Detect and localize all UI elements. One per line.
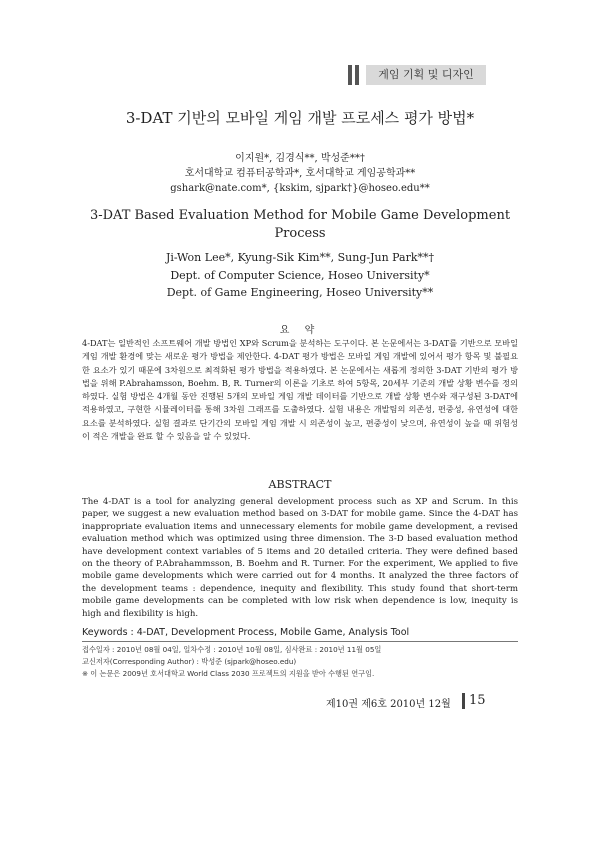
header-decoration bbox=[348, 65, 362, 85]
authors-korean: 이지원*, 김경식**, 박성준**† bbox=[235, 153, 365, 164]
author-emails: gshark@nate.com*, {kskim, sjpark†}@hoseo.edu** bbox=[170, 183, 430, 194]
footnote-funding: ※ 이 논문은 2009년 호서대학교 World Class 2030 프로젝트의 지원을 받아 수행된 연구임. bbox=[82, 669, 375, 678]
title-korean: 3-DAT 기반의 모바일 게임 개발 프로세스 평가 방법* bbox=[125, 109, 475, 127]
abstract-english-heading: ABSTRACT bbox=[268, 478, 332, 491]
abstract-english-body: The 4-DAT is a tool for analyzing general development process such as XP and Scrum. In this paper, we suggest a new evaluation method based on 3-DAT for mobile game. Since the 4-DAT has inappropriate evaluation items and unnecessary elements for mobile game development, a revised evaluation method which was optimized using three dimension. The 3-D based evaluation method have development context variables of 5 items and 20 detailed criteria. They were defined based on the theory of P.Abrahammsson, B. Boehm and R. Turner. For the experiment, We applied to five mobile game developments which were carried out for 4 months. It analyzed the three factors of the development teams : dependence, inequity and flexibility. This study found that short-term mobile game developments can be completed with low risk when dependence is low, inequity is high and flexibility is high. bbox=[82, 497, 518, 619]
abstract-korean-body: 4-DAT는 일반적인 소프트웨어 개발 방법인 XP와 Scrum을 분석하는 도구이다. 본 논문에서는 3-DAT를 기반으로 모바일 게임 개발 환경에 맞는 새로운 평가 방법을 제안한다. 4-DAT 평가 방법은 모바일 게임 개발에 있어서 평가 항목 및 불필요한 요소가 있기 때문에 3차원으로 최적화된 평가 방법을 적용하였다. 본 논문에서는 새롭게 정의한 3-DAT 기반의 평가 방법을 위해 P.Abrahamsson, Boehm. B, R. Turner의 이론을 기초로 하여 5항목, 20세부 기준의 개발 상황 변수를 정의하였다. 실험 방법은 4개월 동안 진행된 5개의 모바일 게임 개발 데이터를 기반으로 개발 상황 변수와 재구성된 3-DAT에 적용하였고, 구현한 시뮬레이터를 통해 3차원 그래프를 도출하였다. 실험 내용은 개발팀의 의존성, 편중성, 유연성에 대한 요소를 분석하였다. 실험 결과로 단기간의 모바일 게임 개발 시 의존성이 높고, 편중성이 낮으며, 유연성이 높을 때 위험성이 적은 개발을 완료 할 수 있음을 알 수 있었다. bbox=[82, 338, 518, 442]
page-number: 15 bbox=[469, 693, 486, 708]
affiliation-english-2: Dept. of Game Engineering, Hoseo University** bbox=[166, 286, 434, 299]
divider bbox=[82, 641, 518, 642]
footnote-dates: 접수일자 : 2010년 08월 04일, 일차수정 : 2010년 10월 08일, 심사완료 : 2010년 11월 05일 bbox=[82, 645, 382, 654]
affiliation-english-1: Dept. of Computer Science, Hoseo University* bbox=[170, 269, 430, 282]
section-tag: 게임 기획 및 디자인 bbox=[366, 65, 486, 85]
footer-divider bbox=[462, 693, 465, 709]
footnote-corresponding: 교신저자(Corresponding Author) : 박성준 (sjpark@hoseo.edu) bbox=[82, 657, 297, 666]
keywords: Keywords : 4-DAT, Development Process, Mobile Game, Analysis Tool bbox=[82, 627, 410, 638]
abstract-korean-heading: 요 약 bbox=[279, 325, 321, 336]
title-english: 3-DAT Based Evaluation Method for Mobile Game Development Process bbox=[89, 208, 511, 241]
authors-english: Ji-Won Lee*, Kyung-Sik Kim**, Sung-Jun Park**† bbox=[165, 251, 435, 264]
affiliation-korean: 호서대학교 컴퓨터공학과*, 호서대학교 게임공학과** bbox=[184, 168, 416, 179]
footnotes bbox=[82, 644, 381, 680]
journal-issue: 제10권 제6호 2010년 12월 bbox=[326, 699, 451, 710]
